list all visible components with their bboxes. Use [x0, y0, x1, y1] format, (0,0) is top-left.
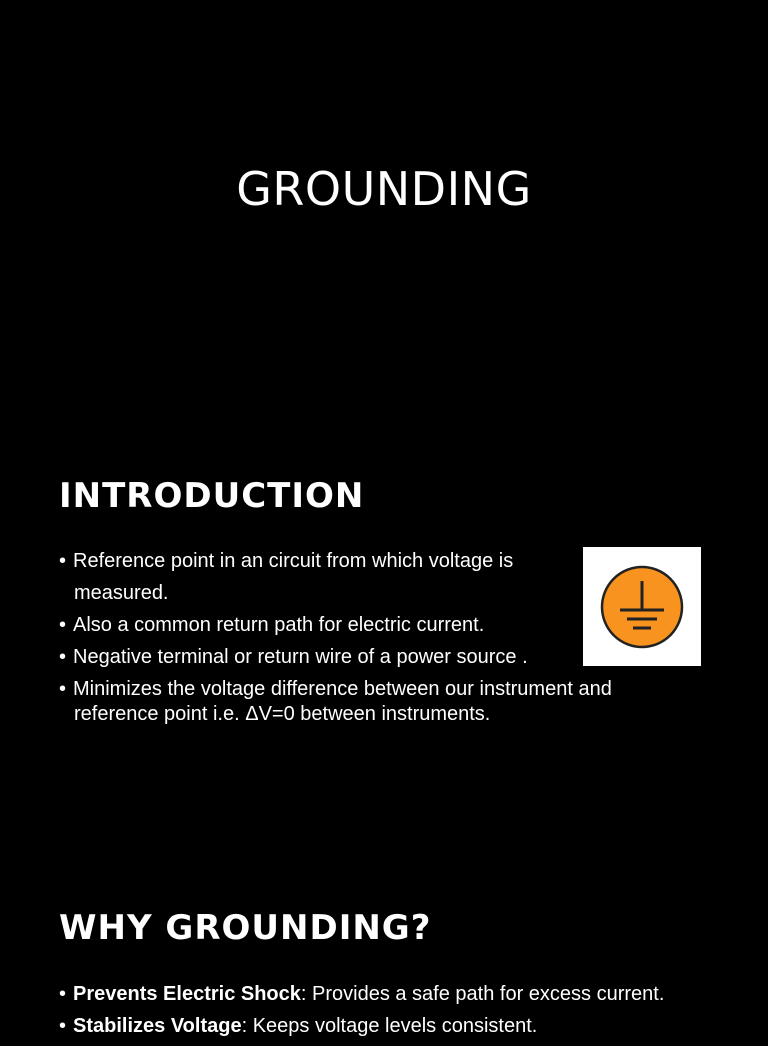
bullet-dot: • — [59, 614, 67, 636]
bullet-dot: • — [59, 983, 67, 1005]
list-item — [59, 1014, 739, 1039]
bullet-text: Reference point in an circuit from which voltage is — [73, 550, 514, 572]
bullet-bold-text: Prevents Electric Shock — [73, 983, 301, 1005]
bullet-text: Minimizes the voltage difference between our instrument and — [73, 678, 612, 700]
list-item — [59, 645, 659, 670]
bullet-dot: • — [59, 646, 67, 668]
introduction-heading: INTRODUCTION — [59, 476, 365, 516]
bullet-bold-text: Stabilizes Voltage — [73, 1015, 242, 1037]
bullet-text: : Keeps voltage levels consistent. — [241, 1015, 538, 1037]
bullet-text-continued: measured. — [74, 582, 169, 604]
ground-symbol-icon — [583, 547, 701, 666]
list-item — [59, 677, 659, 727]
list-item — [59, 549, 659, 606]
bullet-text-continued: reference point i.e. ΔV=0 between instruments. — [74, 703, 491, 725]
bullet-text: : Provides a safe path for excess current. — [300, 983, 665, 1005]
why-grounding-slide — [0, 864, 768, 1037]
title-slide — [0, 0, 768, 432]
ground-symbol-image — [583, 547, 701, 666]
bullet-dot: • — [59, 678, 67, 700]
bullet-text: Negative terminal or return wire of a power source . — [73, 646, 528, 668]
introduction-bullet-list — [59, 549, 659, 734]
slide-title: GROUNDING — [236, 162, 532, 216]
list-item — [59, 982, 739, 1007]
list-item — [59, 613, 659, 638]
introduction-slide — [0, 432, 768, 864]
bullet-text: Also a common return path for electric current. — [73, 614, 485, 636]
why-grounding-bullet-list — [59, 982, 739, 1046]
bullet-dot: • — [59, 1015, 67, 1037]
bullet-dot: • — [59, 550, 67, 572]
why-grounding-heading: WHY GROUNDING? — [59, 908, 432, 948]
